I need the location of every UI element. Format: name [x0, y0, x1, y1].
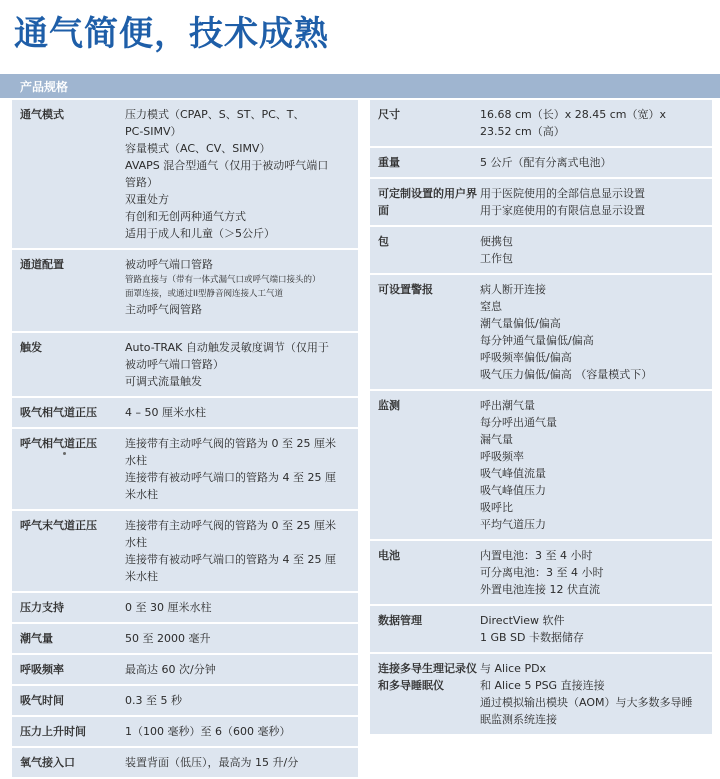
spec-label: 触发	[20, 341, 42, 354]
spec-value-line: 米水柱	[125, 488, 158, 501]
spec-value	[480, 154, 712, 171]
spec-value	[480, 397, 712, 533]
spec-value	[125, 435, 358, 503]
spec-row	[12, 511, 358, 593]
spec-row	[12, 748, 358, 779]
spec-value-line: 便携包	[480, 235, 513, 248]
spec-value-line: 连接带有被动呼气端口的管路为 4 至 25 厘	[125, 553, 336, 566]
spec-value	[480, 281, 712, 383]
spec-label: 电池	[378, 549, 400, 562]
spec-value-line: 容量模式（AC、CV、SIMV）	[125, 142, 271, 155]
spec-value-line: 连接带有主动呼气阀的管路为 0 至 25 厘米	[125, 437, 336, 450]
spec-row	[370, 179, 712, 227]
spec-value-line: 被动呼气端口管路）	[125, 358, 224, 371]
spec-row	[12, 100, 358, 250]
spec-value-line: 每分呼出通气量	[480, 416, 557, 429]
spec-value-line: 4 – 50 厘米水柱	[125, 406, 206, 419]
spec-value-line: 米水柱	[125, 570, 158, 583]
spec-value-line: 每分钟通气量偏低/偏高	[480, 334, 594, 347]
spec-value-line: 窒息	[480, 300, 502, 313]
spec-value-line: 最高达 60 次/分钟	[125, 663, 216, 676]
spec-value-line: 0 至 30 厘米水柱	[125, 601, 212, 614]
spec-label: 呼气末气道正压	[20, 519, 97, 532]
spec-row	[370, 541, 712, 606]
spec-value	[125, 723, 358, 740]
spec-row	[12, 624, 358, 655]
spec-value-line: 呼出潮气量	[480, 399, 535, 412]
spec-label: 监测	[378, 399, 400, 412]
spec-value-line: 管路直接与（带有一体式漏气口或呼气端口接头的）	[125, 275, 321, 285]
section-header-label: 产品规格	[20, 80, 69, 94]
spec-row	[12, 717, 358, 748]
spec-value	[125, 256, 358, 325]
spec-row	[370, 148, 712, 179]
spec-value-line: 连接带有被动呼气端口的管路为 4 至 25 厘	[125, 471, 336, 484]
spec-value-line: 吸气峰值压力	[480, 484, 546, 497]
spec-value-line: 水柱	[125, 536, 147, 549]
spec-value-line: 23.52 cm（高）	[480, 125, 565, 138]
left-spec-column	[12, 100, 358, 779]
spec-label: 数据管理	[378, 614, 422, 627]
spec-label: 重量	[378, 156, 400, 169]
spec-value	[125, 599, 358, 616]
spec-value-line: 呼吸频率	[480, 450, 524, 463]
spec-label: 可定制设置的用户界面	[378, 187, 477, 217]
spec-value-line: 适用于成人和儿童（＞5公斤）	[125, 227, 275, 240]
spec-value-line: 0.3 至 5 秒	[125, 694, 182, 707]
spec-value-line: AVAPS 混合型通气（仅用于被动呼气端口	[125, 159, 329, 172]
spec-value-line: 50 至 2000 毫升	[125, 632, 211, 645]
spec-row	[370, 100, 712, 148]
spec-value-line: 吸气峰值流量	[480, 467, 546, 480]
spec-value-line: 可调式流量触发	[125, 375, 202, 388]
spec-value-line: 潮气量偏低/偏高	[480, 317, 561, 330]
spec-value-line: 病人断开连接	[480, 283, 546, 296]
spec-value-line: 1（100 毫秒）至 6（600 毫秒）	[125, 725, 291, 738]
spec-value	[125, 339, 358, 390]
spec-value-line: PC-SIMV）	[125, 125, 182, 138]
spec-value-line: 与 Alice PDx	[480, 662, 547, 675]
spec-row	[12, 250, 358, 333]
spec-label: 包	[378, 235, 389, 248]
spec-value-line: 吸气压力偏低/偏高 （容量模式下）	[480, 368, 653, 381]
spec-value-line: 双重处方	[125, 193, 169, 206]
spec-value-line: 外置电池连接 12 伏直流	[480, 583, 600, 596]
spec-value	[125, 630, 358, 647]
spec-value	[480, 106, 712, 140]
spec-value-line: 和 Alice 5 PSG 直接连接	[480, 679, 605, 692]
spec-value	[480, 185, 712, 219]
spec-row	[370, 606, 712, 654]
spec-value-line: 漏气量	[480, 433, 513, 446]
spec-value-line: Auto-TRAK 自动触发灵敏度调节（仅用于	[125, 341, 329, 354]
spec-row	[370, 227, 712, 275]
spec-value-line: 面罩连接，或通过II型静音阀连接人工气道	[125, 289, 284, 299]
page-title: 通气简便，技术成熟	[14, 14, 329, 54]
spec-value	[480, 660, 712, 728]
spec-value-line: 呼吸频率偏低/偏高	[480, 351, 572, 364]
spec-value-line: 压力模式（CPAP、S、ST、PC、T、	[125, 108, 305, 121]
spec-label: 通气模式	[20, 108, 64, 121]
spec-value	[125, 404, 358, 421]
spec-value-line: 眠监测系统连接	[480, 713, 557, 726]
spec-label: 通道配置	[20, 258, 64, 271]
spec-value	[125, 692, 358, 709]
spec-value-line: 吸呼比	[480, 501, 513, 514]
spec-value-line: 工作包	[480, 252, 513, 265]
spec-value-line: DirectView 软件	[480, 614, 565, 627]
spec-row	[12, 593, 358, 624]
spec-label: 吸气时间	[20, 694, 64, 707]
spec-row	[12, 429, 358, 511]
spec-label: 潮气量	[20, 632, 53, 645]
spec-value	[480, 612, 712, 646]
spec-value-line: 1 GB SD 卡数据储存	[480, 631, 585, 644]
spec-value-line: 通过模拟输出模块（AOM）与大多数多导睡	[480, 696, 693, 709]
spec-value-line: 5 公斤（配有分离式电池）	[480, 156, 612, 169]
spec-row	[12, 333, 358, 398]
spec-value	[125, 517, 358, 585]
spec-value-line: 16.68 cm（长）x 28.45 cm（宽）x	[480, 108, 667, 121]
spec-row	[370, 654, 712, 736]
spec-row	[12, 398, 358, 429]
spec-row	[12, 655, 358, 686]
spec-label: 连接多导生理记录仪和多导睡眠仪	[378, 662, 477, 692]
spec-value-line: 水柱	[125, 454, 147, 467]
spec-label: 呼气相气道正压	[20, 437, 97, 450]
spec-label: 吸气相气道正压	[20, 406, 97, 419]
spec-label: 尺寸	[378, 108, 400, 121]
spec-label: 压力支持	[20, 601, 64, 614]
spec-label: 可设置警报	[378, 283, 433, 296]
spec-label: 呼吸频率	[20, 663, 64, 676]
spec-value-line: 用于医院使用的全部信息显示设置	[480, 187, 645, 200]
spec-value-line: 连接带有主动呼气阀的管路为 0 至 25 厘米	[125, 519, 336, 532]
spec-value-line: 用于家庭使用的有限信息显示设置	[480, 204, 645, 217]
spec-value-line: 平均气道压力	[480, 518, 546, 531]
stray-dot	[63, 452, 66, 455]
spec-value-line: 有创和无创两种通气方式	[125, 210, 246, 223]
spec-value-line: 管路）	[125, 176, 158, 189]
spec-label: 氧气接入口	[20, 756, 75, 769]
spec-value	[480, 547, 712, 598]
spec-value	[125, 661, 358, 678]
spec-value-line: 主动呼气阀管路	[125, 303, 202, 316]
spec-value	[480, 233, 712, 267]
spec-row	[370, 275, 712, 391]
spec-row	[370, 391, 712, 541]
spec-value-line: 被动呼气端口管路	[125, 258, 213, 271]
spec-label: 压力上升时间	[20, 725, 86, 738]
spec-value	[125, 754, 358, 771]
spec-value-line: 内置电池：3 至 4 小时	[480, 549, 593, 562]
spec-value-line: 可分离电池：3 至 4 小时	[480, 566, 604, 579]
right-spec-column	[370, 100, 712, 736]
spec-value	[125, 106, 358, 242]
spec-value-line: 装置背面（低压），最高为 15 升/分	[125, 756, 299, 769]
spec-row	[12, 686, 358, 717]
section-header	[0, 74, 720, 98]
